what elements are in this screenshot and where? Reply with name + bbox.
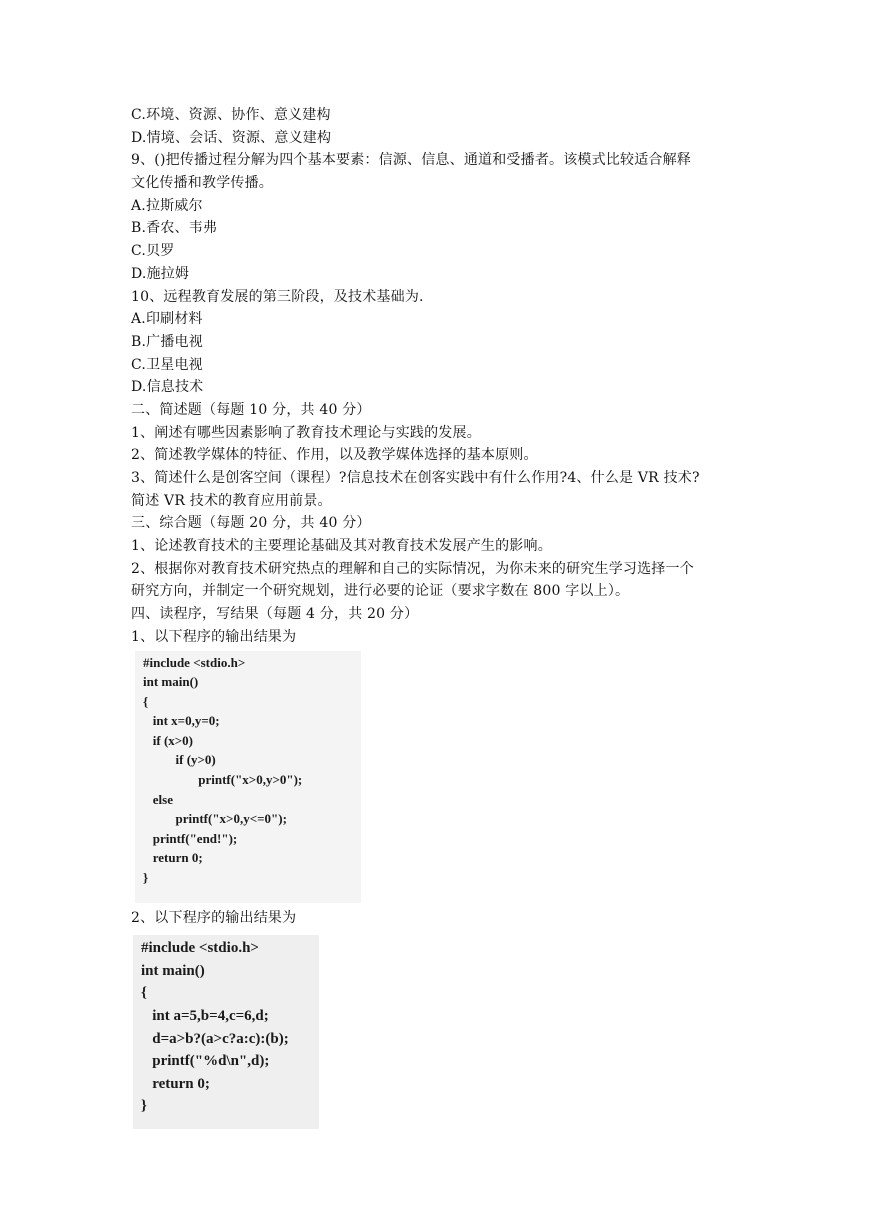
code-line: #include <stdio.h> bbox=[141, 940, 259, 957]
code-line: { bbox=[141, 985, 147, 1002]
code-line: if (x>0) bbox=[143, 732, 194, 748]
code-line: printf("%d\n",d); bbox=[141, 1053, 270, 1070]
option-b-q10: B.广播电视 bbox=[131, 333, 203, 350]
code-line: printf("x>0,y>0"); bbox=[143, 772, 303, 788]
code-line: printf("x>0,y<=0"); bbox=[143, 811, 287, 827]
code-line: int a=5,b=4,c=6,d; bbox=[141, 1007, 269, 1024]
code-line: int main() bbox=[141, 962, 205, 979]
code-line: int x=0,y=0; bbox=[143, 713, 220, 729]
section-2-heading: 二、简述题（每题 10 分，共 40 分） bbox=[131, 401, 371, 418]
essay-1: 1、论述教育技术的主要理论基础及其对教育技术发展产生的影响。 bbox=[131, 538, 552, 555]
document-content bbox=[131, 104, 751, 1129]
option-a-q10: A.印刷材料 bbox=[131, 311, 203, 328]
essay-2-cont: 研究方向，并制定一个研究规划，进行必要的论证（要求字数在 800 字以上）。 bbox=[131, 583, 630, 600]
option-d-q8: D.情境、会话、资源、意义建构 bbox=[131, 129, 332, 146]
code-line: d=a>b?(a>c?a:c):(b); bbox=[141, 1030, 289, 1047]
program-question-2: 2、以下程序的输出结果为 bbox=[131, 909, 297, 926]
option-b-q9: B.香农、韦弗 bbox=[131, 220, 218, 237]
option-a-q9: A.拉斯威尔 bbox=[131, 197, 203, 214]
code-snippet-2 bbox=[133, 935, 319, 1129]
code-line: printf("end!"); bbox=[143, 830, 238, 846]
option-d-q9: D.施拉姆 bbox=[131, 265, 190, 282]
question-9-cont: 文化传播和教学传播。 bbox=[131, 175, 273, 192]
essay-2: 2、根据你对教育技术研究热点的理解和自己的实际情况，为你未来的研究生学习选择一个 bbox=[131, 560, 694, 577]
short-answer-2: 2、简述教学媒体的特征、作用，以及教学媒体选择的基本原则。 bbox=[131, 447, 538, 464]
section-3-heading: 三、综合题（每题 20 分，共 40 分） bbox=[131, 515, 371, 532]
code-snippet-1 bbox=[135, 651, 361, 903]
code-line: } bbox=[143, 870, 149, 886]
question-10: 10、远程教育发展的第三阶段，及技术基础为. bbox=[131, 288, 424, 305]
code-line: if (y>0) bbox=[143, 752, 216, 768]
option-c-q9: C.贝罗 bbox=[131, 243, 175, 260]
option-c-q10: C.卫星电视 bbox=[131, 356, 203, 373]
section-4-heading: 四、读程序，写结果（每题 4 分，共 20 分） bbox=[131, 606, 419, 623]
program-question-1: 1、以下程序的输出结果为 bbox=[131, 628, 297, 645]
code-line: #include <stdio.h> bbox=[143, 654, 246, 670]
question-9: 9、()把传播过程分解为四个基本要素：信源、信息、通道和受播者。该模式比较适合解释 bbox=[131, 152, 692, 169]
code-line: int main() bbox=[143, 674, 199, 690]
code-line: else bbox=[143, 791, 173, 807]
short-answer-3: 3、简述什么是创客空间（课程）?信息技术在创客实践中有什么作用?4、什么是 VR 技术? bbox=[131, 470, 700, 486]
short-answer-1: 1、阐述有哪些因素影响了教育技术理论与实践的发展。 bbox=[131, 424, 481, 441]
code-line: return 0; bbox=[141, 1075, 210, 1092]
code-line: { bbox=[143, 693, 149, 709]
option-d-q10: D.信息技术 bbox=[131, 379, 204, 396]
option-c-q8: C.环境、资源、协作、意义建构 bbox=[131, 107, 331, 123]
short-answer-3-cont: 简述 VR 技术的教育应用前景。 bbox=[131, 492, 332, 509]
code-line: } bbox=[141, 1098, 147, 1115]
code-line: return 0; bbox=[143, 850, 203, 866]
